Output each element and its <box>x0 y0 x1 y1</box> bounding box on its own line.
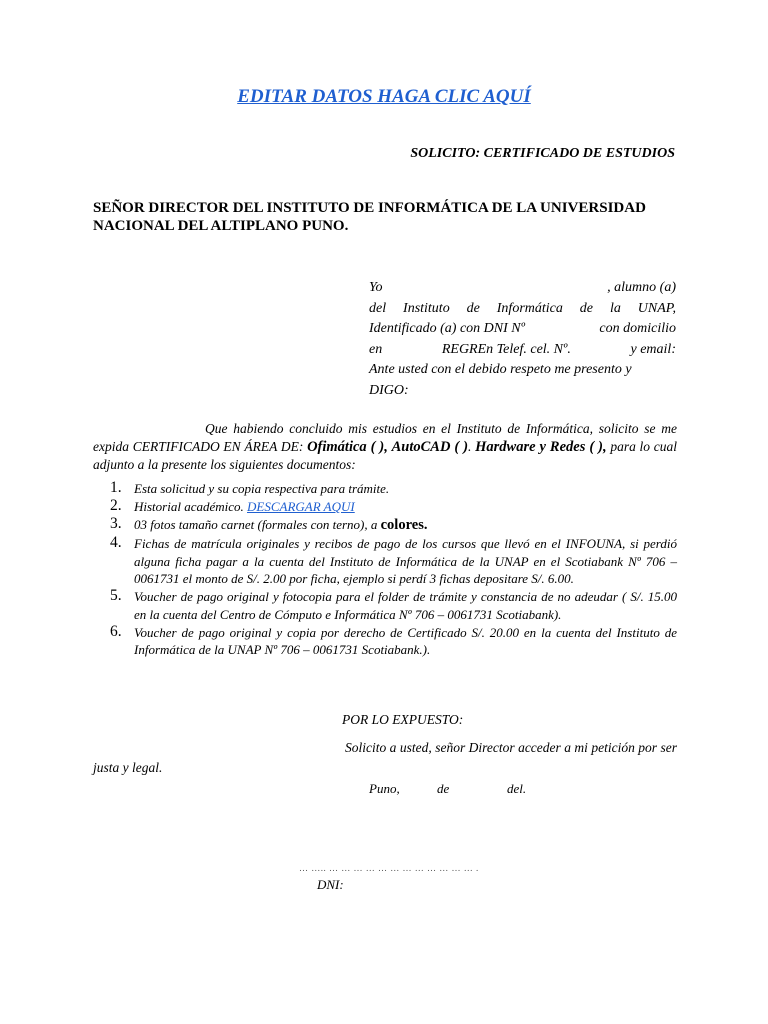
list-item-text: Fichas de matrícula originales y recibos de pago de los cursos que llevó en el INFOUNA, si perdió alguna ficha pagar a la cuenta del Instituto de Informática de la UNAP en el Scotiabank Nº 706 – 0061731 el monto de S/. 2.00 por ficha, ejemplo si perdí 3 fichas depositare S/. 6.00. <box>134 536 677 586</box>
list-item-text: Voucher de pago original y copia por derecho de Certificado S/. 20.00 en la cuenta del Instituto de Informática de la UNAP Nº 706 – 0061731 Scotiabank.). <box>134 624 677 657</box>
list-item <box>110 498 677 516</box>
body-separator: . <box>468 439 472 454</box>
intro-word: Informática <box>496 300 563 316</box>
edit-data-link-container <box>0 86 768 108</box>
signature-line: … ….. … … … … … … … … … … … … . <box>299 863 479 873</box>
list-item <box>110 624 677 659</box>
body-text: Que habiendo concluido mis estudios en el Instituto de Informática, solicito se me expida CERTIFICADO EN ÁREA DE: <box>93 421 677 454</box>
place-date-line <box>369 781 526 797</box>
list-item-text: Voucher de pago original y fotocopia para el folder de trámite y constancia de no adeudar ( S/. 15.00 en la cuenta del Centro de Cómputo e Informática Nº 706 – 0061731 Scotiabank). <box>134 589 677 622</box>
list-number: 4. <box>110 534 122 551</box>
list-number: 2. <box>110 497 122 514</box>
addressee-line-2: NACIONAL DEL ALTIPLANO PUNO. <box>93 218 349 234</box>
intro-word: de <box>466 300 480 316</box>
documents-list <box>110 480 677 659</box>
list-item-bold: colores. <box>380 517 428 533</box>
intro-word: UNAP, <box>637 300 676 316</box>
list-item-text: Historial académico. <box>134 499 244 514</box>
addressee <box>93 199 683 235</box>
list-item <box>110 588 677 623</box>
intro-word: la <box>609 300 621 316</box>
intro-text: Identificado (a) con DNI Nº <box>369 321 525 336</box>
intro-word: del <box>369 300 387 316</box>
date-del: del. <box>507 781 527 796</box>
intro-text: y email: <box>630 341 676 357</box>
list-number: 1. <box>110 479 122 496</box>
intro-text: , alumno (a) <box>607 280 676 295</box>
option-hardware-redes: Hardware y Redes ( ), <box>475 439 607 455</box>
intro-line-4 <box>369 340 676 361</box>
dni-label: DNI: <box>317 877 344 892</box>
por-lo-expuesto: POR LO EXPUESTO: <box>342 712 464 727</box>
body-text-2: para lo cual adjunto a la presente los siguientes documentos: <box>93 439 677 472</box>
request-body <box>93 420 677 474</box>
closing-request-text: Solicito a usted, señor Director acceder a mi petición por ser justa y legal. <box>93 740 677 775</box>
intro-line-5: Ante usted con el debido respeto me presento y <box>369 362 632 377</box>
intro-word: Instituto <box>403 300 450 316</box>
option-ofimatica: Ofimática ( ), <box>307 439 388 455</box>
list-item-text: Esta solicitud y su copia respectiva para trámite. <box>134 481 390 496</box>
option-autocad: AutoCAD ( ) <box>391 439 469 455</box>
intro-text: con domicilio <box>599 321 676 336</box>
subject-line: SOLICITO: CERTIFICADO DE ESTUDIOS <box>410 146 675 161</box>
addressee-line-1: SEÑOR DIRECTOR DEL INSTITUTO DE INFORMÁTICA DE LA UNIVERSIDAD <box>93 200 646 216</box>
intro-line-3 <box>369 319 676 340</box>
list-item <box>110 480 677 498</box>
edit-data-link[interactable]: EDITAR DATOS HAGA CLIC AQUÍ <box>237 86 531 107</box>
intro-line-1 <box>369 278 676 299</box>
intro-text: en <box>369 341 383 357</box>
download-historial-link[interactable]: DESCARGAR AQUI <box>247 499 355 514</box>
intro-line-6: DIGO: <box>369 382 409 398</box>
place-text: Puno, <box>369 781 400 796</box>
intro-text: Yo <box>369 280 383 295</box>
intro-line-2 <box>369 299 676 320</box>
closing-request <box>93 738 677 778</box>
intro-word: de <box>579 300 594 316</box>
intro-text: REGREn Telef. cel. Nº. <box>441 341 571 357</box>
intro-paragraph <box>369 278 676 401</box>
list-item <box>110 516 677 535</box>
list-number: 6. <box>110 622 122 640</box>
list-item-text: 03 fotos tamaño carnet (formales con terno), a <box>134 517 378 532</box>
list-number: 5. <box>110 587 122 604</box>
list-number: 3. <box>110 515 122 532</box>
date-de: de <box>437 781 450 796</box>
list-item <box>110 535 677 588</box>
